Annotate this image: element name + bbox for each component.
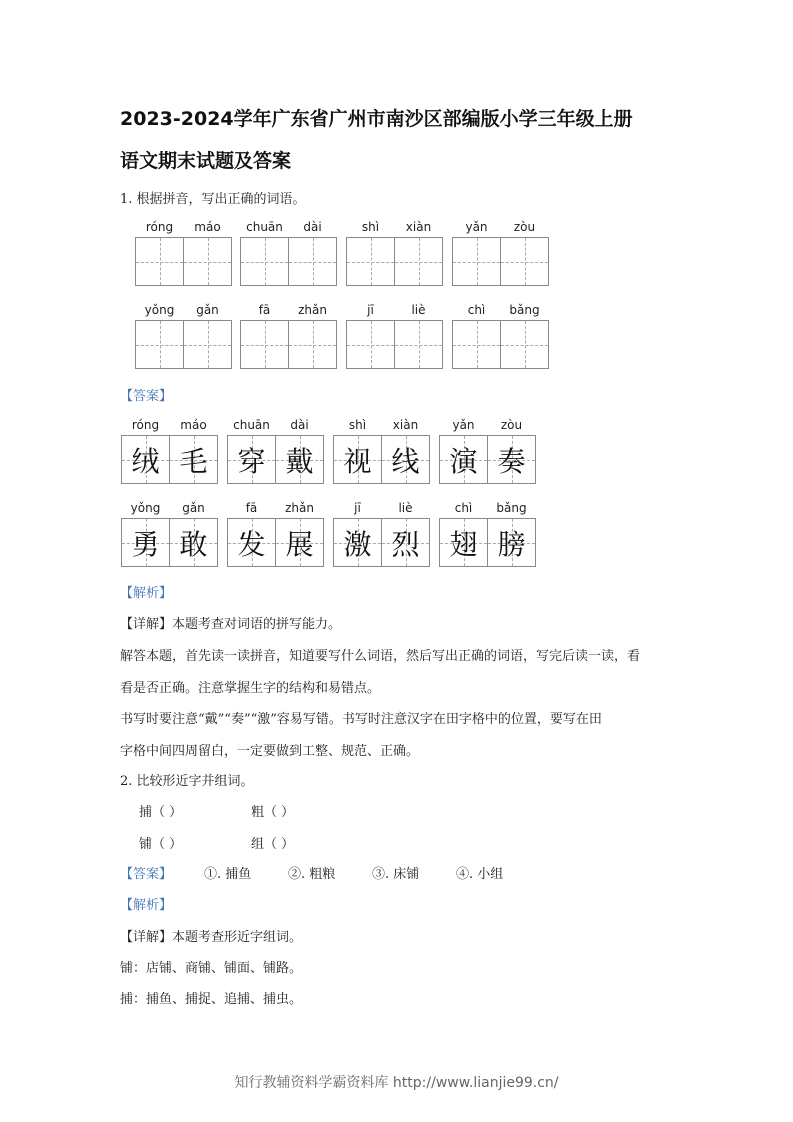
answer-grid-cell bbox=[487, 518, 536, 567]
pinyin-label: jī bbox=[354, 501, 361, 515]
q2-analysis-line: 铺：店铺、商铺、铺面、铺路。 bbox=[120, 961, 303, 976]
pinyin-label: zhǎn bbox=[298, 303, 327, 317]
page-title-line1: 2023-2024学年广东省广州市南沙区部编版小学三年级上册 bbox=[120, 108, 633, 130]
q2-analysis-tag: 【解析】 bbox=[120, 898, 173, 913]
pinyin-label: chuān bbox=[233, 418, 270, 432]
writing-grid-cell[interactable] bbox=[452, 237, 501, 286]
writing-grid-cell[interactable] bbox=[452, 320, 501, 369]
q1-analysis-tag: 【解析】 bbox=[120, 586, 173, 601]
answer-grid-cell bbox=[275, 435, 324, 484]
q2-analysis-line: 捕：捕鱼、捕捉、追捕、捕虫。 bbox=[120, 992, 303, 1007]
pinyin-label: yǎn bbox=[452, 418, 475, 432]
answer-char: 毛 bbox=[179, 444, 208, 478]
q2-analysis-line: 【详解】本题考查形近字组词。 bbox=[120, 930, 303, 945]
pinyin-label: dài bbox=[290, 418, 309, 432]
answer-grid-cell bbox=[121, 518, 170, 567]
footer-watermark: 知行教辅资料学霸资料库 http://www.lianjie99.cn/ bbox=[234, 1075, 559, 1091]
answer-grid-cell bbox=[169, 435, 218, 484]
answer-char: 视 bbox=[343, 444, 372, 478]
writing-grid-cell[interactable] bbox=[183, 320, 232, 369]
answer-grid-cell bbox=[275, 518, 324, 567]
pinyin-label: shì bbox=[361, 220, 380, 234]
q2-item-char: 组 bbox=[251, 837, 265, 852]
q2-item-blank[interactable]: （ ） bbox=[152, 805, 183, 820]
writing-grid-cell[interactable] bbox=[183, 237, 232, 286]
q2-answer: ②. 粗粮 bbox=[288, 867, 336, 882]
writing-grid-cell[interactable] bbox=[394, 237, 443, 286]
answer-grid-cell bbox=[121, 435, 170, 484]
q2-item-blank[interactable]: （ ） bbox=[264, 837, 295, 852]
pinyin-label: bǎng bbox=[509, 303, 540, 317]
q2-item-blank[interactable]: （ ） bbox=[152, 837, 183, 852]
answer-grid-cell bbox=[333, 435, 382, 484]
writing-grid-cell[interactable] bbox=[135, 237, 184, 286]
writing-grid-cell[interactable] bbox=[135, 320, 184, 369]
answer-grid-cell bbox=[227, 435, 276, 484]
pinyin-label: zòu bbox=[513, 220, 536, 234]
answer-char: 膀 bbox=[497, 527, 526, 561]
q1-analysis-line: 看是否正确。注意掌握生字的结构和易错点。 bbox=[120, 681, 381, 696]
writing-grid-cell[interactable] bbox=[346, 237, 395, 286]
pinyin-label: chì bbox=[467, 303, 486, 317]
q2-answer: ③. 床铺 bbox=[372, 867, 420, 882]
q1-analysis-line: 字格中间四周留白，一定要做到工整、规范、正确。 bbox=[120, 744, 420, 759]
pinyin-label: gǎn bbox=[196, 303, 219, 317]
pinyin-label: gǎn bbox=[182, 501, 205, 515]
pinyin-label: shì bbox=[348, 418, 367, 432]
q2-item bbox=[251, 801, 294, 820]
writing-grid-cell[interactable] bbox=[500, 320, 549, 369]
answer-grid-cell bbox=[381, 518, 430, 567]
q2-prompt: 2. 比较形近字并组词。 bbox=[120, 774, 254, 789]
answer-grid-cell bbox=[227, 518, 276, 567]
answer-grid-cell bbox=[439, 518, 488, 567]
pinyin-label: yǒng bbox=[144, 303, 175, 317]
q1-analysis-line: 书写时要注意“戴”“奏”“激”容易写错。书写时注意汉字在田字格中的位置，要写在田 bbox=[120, 712, 602, 727]
answer-char: 线 bbox=[391, 444, 420, 478]
answer-char: 绒 bbox=[131, 444, 160, 478]
q2-item bbox=[251, 833, 294, 852]
answer-char: 穿 bbox=[237, 444, 266, 478]
answer-char: 翅 bbox=[449, 527, 478, 561]
writing-grid-cell[interactable] bbox=[240, 237, 289, 286]
answer-char: 发 bbox=[237, 527, 266, 561]
pinyin-label: yǎn bbox=[465, 220, 488, 234]
answer-char: 戴 bbox=[285, 444, 314, 478]
q2-item-blank[interactable]: （ ） bbox=[264, 805, 295, 820]
pinyin-label: chì bbox=[454, 501, 473, 515]
page-title-line2: 语文期末试题及答案 bbox=[120, 150, 292, 172]
answer-grid-cell bbox=[381, 435, 430, 484]
pinyin-label: liè bbox=[411, 303, 426, 317]
pinyin-label: róng bbox=[145, 220, 174, 234]
answer-char: 奏 bbox=[497, 444, 526, 478]
answer-grid-cell bbox=[169, 518, 218, 567]
pinyin-label: bǎng bbox=[496, 501, 527, 515]
answer-char: 激 bbox=[343, 527, 372, 561]
answer-char: 勇 bbox=[131, 527, 160, 561]
pinyin-label: róng bbox=[131, 418, 160, 432]
pinyin-label: jī bbox=[367, 303, 374, 317]
q2-answer: ④. 小组 bbox=[456, 867, 504, 882]
pinyin-label: fā bbox=[245, 501, 258, 515]
q2-item-char: 粗 bbox=[251, 805, 265, 820]
q1-analysis-line: 【详解】本题考查对词语的拼写能力。 bbox=[120, 617, 342, 632]
q1-answer-tag: 【答案】 bbox=[120, 389, 173, 404]
writing-grid-cell[interactable] bbox=[394, 320, 443, 369]
q2-item bbox=[139, 833, 182, 852]
pinyin-label: xiàn bbox=[392, 418, 419, 432]
answer-char: 烈 bbox=[391, 527, 420, 561]
writing-grid-cell[interactable] bbox=[288, 320, 337, 369]
answer-char: 展 bbox=[285, 527, 314, 561]
answer-grid-cell bbox=[487, 435, 536, 484]
pinyin-label: fā bbox=[258, 303, 271, 317]
answer-char: 敢 bbox=[179, 527, 208, 561]
writing-grid-cell[interactable] bbox=[500, 237, 549, 286]
q2-item-char: 铺 bbox=[139, 837, 153, 852]
pinyin-label: máo bbox=[180, 418, 207, 432]
q2-item bbox=[139, 801, 182, 820]
pinyin-label: zòu bbox=[500, 418, 523, 432]
pinyin-label: chuān bbox=[246, 220, 283, 234]
pinyin-label: máo bbox=[194, 220, 221, 234]
q2-answer-tag: 【答案】 bbox=[120, 867, 173, 882]
pinyin-label: zhǎn bbox=[285, 501, 314, 515]
answer-grid-cell bbox=[439, 435, 488, 484]
pinyin-label: dài bbox=[303, 220, 322, 234]
q1-analysis-line: 解答本题，首先读一读拼音，知道要写什么词语，然后写出正确的词语，写完后读一读，看 bbox=[120, 649, 641, 664]
answer-char: 演 bbox=[449, 444, 478, 478]
q2-answer: ①. 捕鱼 bbox=[204, 867, 252, 882]
pinyin-label: liè bbox=[398, 501, 413, 515]
writing-grid-cell[interactable] bbox=[288, 237, 337, 286]
writing-grid-cell[interactable] bbox=[240, 320, 289, 369]
answer-grid-cell bbox=[333, 518, 382, 567]
pinyin-label: xiàn bbox=[405, 220, 432, 234]
pinyin-label: yǒng bbox=[130, 501, 161, 515]
writing-grid-cell[interactable] bbox=[346, 320, 395, 369]
q1-prompt: 1. 根据拼音，写出正确的词语。 bbox=[120, 192, 306, 207]
q2-item-char: 捕 bbox=[139, 805, 153, 820]
